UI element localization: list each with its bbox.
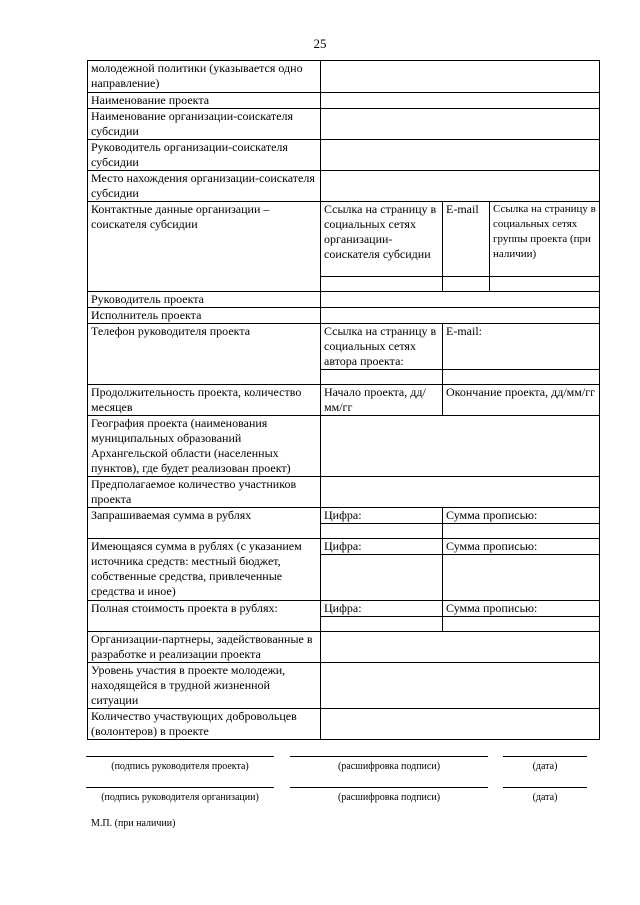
value-cell-org-social-link[interactable]: [321, 277, 443, 292]
value-cell-youth-policy[interactable]: [321, 61, 600, 93]
value-cell-org-email[interactable]: [443, 277, 490, 292]
header-org-social-link: Ссылка на страницу в социальных сетях организации-соискателя субсидии: [321, 202, 443, 277]
row-label-project-leader: Руководитель проекта: [88, 292, 321, 308]
value-cell-author-email[interactable]: [443, 370, 600, 385]
row-label-total-cost: Полная стоимость проекта в рублях:: [88, 601, 321, 632]
signature-line[interactable]: [86, 787, 274, 788]
header-author-email: E-mail:: [443, 324, 600, 370]
row-label-participants: Предполагаемое количество участников проекта: [88, 477, 321, 508]
date-line[interactable]: [503, 787, 587, 788]
row-label-requested-sum: Запрашиваемая сумма в рублях: [88, 508, 321, 539]
signature-org-leader: [86, 787, 274, 803]
row-label-project-executor: Исполнитель проекта: [88, 308, 321, 324]
value-cell-requested-words[interactable]: [443, 524, 600, 539]
signature-caption: (подпись руководителя проекта): [111, 761, 249, 772]
row-label-geography: География проекта (наименования муниципальных образований Архангельской области (населенных пунктов), где будет реализован проект): [88, 416, 321, 477]
row-label-org-name: Наименование организации-соискателя субсидии: [88, 109, 321, 140]
header-available-words: Сумма прописью:: [443, 539, 600, 555]
value-cell-org-location[interactable]: [321, 171, 600, 202]
header-author-social-link: Ссылка на страницу в социальных сетях автора проекта:: [321, 324, 443, 370]
decoding-caption: (расшифровка подписи): [337, 761, 441, 772]
signature-decoding-2: [290, 787, 488, 803]
date-caption: (дата): [532, 792, 558, 803]
signature-caption: (подпись руководителя организации): [101, 792, 259, 803]
value-cell-requested-figure[interactable]: [321, 524, 443, 539]
row-label-youth-policy: молодежной политики (указывается одно направление): [88, 61, 321, 93]
decoding-caption: (расшифровка подписи): [337, 792, 441, 803]
stamp-note: М.П. (при наличии): [91, 818, 176, 829]
value-cell-org-head[interactable]: [321, 140, 600, 171]
value-cell-volunteers[interactable]: [321, 709, 600, 740]
header-total-words: Сумма прописью:: [443, 601, 600, 617]
value-cell-start-date[interactable]: Начало проекта, дд/мм/гг: [321, 385, 443, 416]
value-cell-geography[interactable]: [321, 416, 600, 477]
row-label-volunteers: Количество участвующих добровольцев (волонтеров) в проекте: [88, 709, 321, 740]
value-cell-end-date[interactable]: Окончание проекта, дд/мм/гг: [443, 385, 600, 416]
application-form-table: [87, 60, 600, 740]
value-cell-project-executor[interactable]: [321, 308, 600, 324]
value-cell-org-name[interactable]: [321, 109, 600, 140]
row-label-org-head: Руководитель организации-соискателя субсидии: [88, 140, 321, 171]
value-cell-group-social-link[interactable]: [490, 277, 600, 292]
header-available-figure: Цифра:: [321, 539, 443, 555]
row-label-duration: Продолжительность проекта, количество месяцев: [88, 385, 321, 416]
header-total-figure: Цифра:: [321, 601, 443, 617]
date-caption: (дата): [532, 761, 558, 772]
value-cell-project-name[interactable]: [321, 93, 600, 109]
decoding-line[interactable]: [290, 756, 488, 757]
page-number: 25: [313, 36, 327, 51]
header-group-social-link: Ссылка на страницу в социальных сетях группы проекта (при наличии): [490, 202, 600, 277]
row-label-partners: Организации-партнеры, задействованные в разработке и реализации проекта: [88, 632, 321, 663]
row-label-leader-phone: Телефон руководителя проекта: [88, 324, 321, 385]
signature-decoding-1: [290, 756, 488, 772]
value-cell-project-leader[interactable]: [321, 292, 600, 308]
header-requested-words: Сумма прописью:: [443, 508, 600, 524]
signature-date-1: [503, 756, 587, 772]
row-label-available-sum: Имеющаяся сумма в рублях (с указанием источника средств: местный бюджет, собственные средства, привлеченные средства и иное): [88, 539, 321, 601]
signature-line[interactable]: [86, 756, 274, 757]
row-label-org-location: Место нахождения организации-соискателя субсидии: [88, 171, 321, 202]
signature-project-leader: [86, 756, 274, 772]
date-line[interactable]: [503, 756, 587, 757]
value-cell-total-words[interactable]: [443, 617, 600, 632]
value-cell-youth-participation[interactable]: [321, 663, 600, 709]
row-label-youth-participation: Уровень участия в проекте молодежи, находящейся в трудной жизненной ситуации: [88, 663, 321, 709]
header-requested-figure: Цифра:: [321, 508, 443, 524]
value-cell-total-figure[interactable]: [321, 617, 443, 632]
value-cell-author-social-link[interactable]: [321, 370, 443, 385]
value-cell-available-words[interactable]: [443, 555, 600, 601]
value-cell-available-figure[interactable]: [321, 555, 443, 601]
value-cell-participants[interactable]: [321, 477, 600, 508]
signature-date-2: [503, 787, 587, 803]
row-label-org-contacts: Контактные данные организации – соискателя субсидии: [88, 202, 321, 292]
value-cell-partners[interactable]: [321, 632, 600, 663]
header-org-email: E-mail: [443, 202, 490, 277]
decoding-line[interactable]: [290, 787, 488, 788]
row-label-project-name: Наименование проекта: [88, 93, 321, 109]
